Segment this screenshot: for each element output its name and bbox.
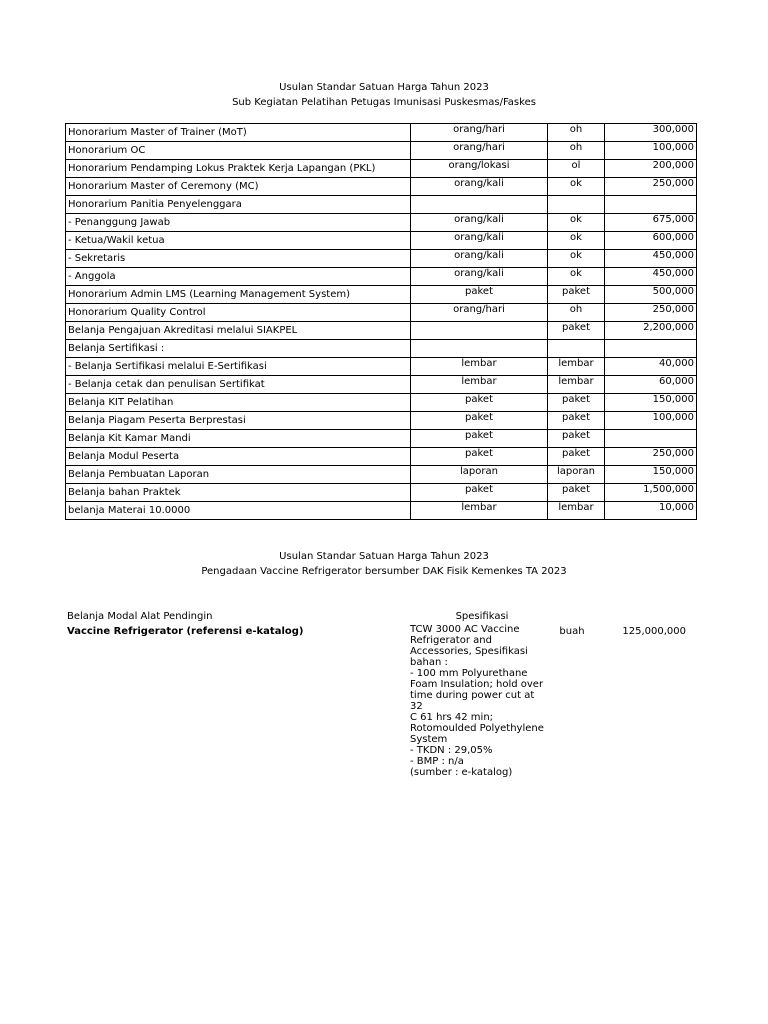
table-row <box>66 322 697 340</box>
price-cell <box>605 430 697 448</box>
item-cell: Belanja Pembuatan Laporan <box>66 466 411 484</box>
unit-abbr-cell <box>548 196 605 214</box>
unit-cell: lembar <box>411 376 548 394</box>
section1-subtitle: Sub Kegiatan Pelatihan Petugas Imunisasi Puskesmas/Faskes <box>232 97 536 108</box>
price-cell: 450,000 <box>605 268 697 286</box>
table-row <box>66 304 697 322</box>
table-row <box>66 286 697 304</box>
item-cell: Belanja Sertifikasi : <box>66 340 411 358</box>
price-cell: 200,000 <box>605 160 697 178</box>
item-cell: Belanja Modul Peserta <box>66 448 411 466</box>
price-cell: 100,000 <box>605 142 697 160</box>
price-cell: 250,000 <box>605 178 697 196</box>
item-cell: - Ketua/Wakil ketua <box>66 232 411 250</box>
item-cell: - Penanggung Jawab <box>66 214 411 232</box>
item-cell: Honorarium Master of Trainer (MoT) <box>66 124 411 142</box>
unit-cell: orang/hari <box>411 142 548 160</box>
item-cell: Honorarium Quality Control <box>66 304 411 322</box>
unit-cell: orang/hari <box>411 124 548 142</box>
equipment-price: 125,000,000 <box>622 626 686 637</box>
table-row <box>66 502 697 520</box>
table-row <box>66 124 697 142</box>
price-cell: 150,000 <box>605 394 697 412</box>
unit-cell: paket <box>411 394 548 412</box>
section2-title: Usulan Standar Satuan Harga Tahun 2023 <box>279 551 489 562</box>
unit-cell: lembar <box>411 358 548 376</box>
table-row <box>66 484 697 502</box>
table-row <box>66 430 697 448</box>
table-row <box>66 196 697 214</box>
unit-cell: orang/kali <box>411 178 548 196</box>
price-cell: 10,000 <box>605 502 697 520</box>
unit-abbr-cell: lembar <box>548 376 605 394</box>
unit-abbr-cell: oh <box>548 142 605 160</box>
table-row <box>66 340 697 358</box>
unit-cell: orang/kali <box>411 232 548 250</box>
price-cell: 450,000 <box>605 250 697 268</box>
unit-abbr-cell: oh <box>548 124 605 142</box>
table-row <box>66 376 697 394</box>
unit-cell <box>411 322 548 340</box>
unit-cell <box>411 340 548 358</box>
unit-abbr-cell: lembar <box>548 502 605 520</box>
price-table <box>65 123 697 520</box>
unit-cell: paket <box>411 412 548 430</box>
unit-abbr-cell: ok <box>548 268 605 286</box>
spec-header: Spesifikasi <box>455 611 509 622</box>
unit-abbr-cell: paket <box>548 322 605 340</box>
unit-cell: paket <box>411 448 548 466</box>
price-cell: 60,000 <box>605 376 697 394</box>
price-cell: 500,000 <box>605 286 697 304</box>
item-cell: - Anggola <box>66 268 411 286</box>
item-cell: Belanja Piagam Peserta Berprestasi <box>66 412 411 430</box>
price-cell: 600,000 <box>605 232 697 250</box>
unit-cell <box>411 196 548 214</box>
item-cell: - Sekretaris <box>66 250 411 268</box>
unit-abbr-cell: paket <box>548 484 605 502</box>
unit-abbr-cell: ok <box>548 178 605 196</box>
item-cell: Belanja KIT Pelatihan <box>66 394 411 412</box>
price-cell: 150,000 <box>605 466 697 484</box>
unit-abbr-cell: paket <box>548 286 605 304</box>
unit-cell: orang/kali <box>411 214 548 232</box>
item-cell: Belanja Kit Kamar Mandi <box>66 430 411 448</box>
price-cell: 300,000 <box>605 124 697 142</box>
unit-cell: paket <box>411 484 548 502</box>
unit-cell: paket <box>411 286 548 304</box>
table-row <box>66 214 697 232</box>
item-cell: Honorarium Admin LMS (Learning Management System) <box>66 286 411 304</box>
unit-abbr-cell: paket <box>548 394 605 412</box>
table-row <box>66 232 697 250</box>
unit-cell: orang/kali <box>411 250 548 268</box>
unit-abbr-cell: paket <box>548 448 605 466</box>
item-cell: Honorarium OC <box>66 142 411 160</box>
price-cell: 250,000 <box>605 448 697 466</box>
price-cell: 250,000 <box>605 304 697 322</box>
item-cell: Belanja Pengajuan Akreditasi melalui SIAKPEL <box>66 322 411 340</box>
table-row <box>66 394 697 412</box>
table-row <box>66 268 697 286</box>
equipment-spec: TCW 3000 AC Vaccine Refrigerator and Accessories, Spesifikasi bahan : - 100 mm Polyurethane Foam Insulation; hold over time during power cut at 32 C 61 hrs 42 min; Rotomoulded Polyethylene System - TKDN : 29,05% - BMP : n/a (sumber : e-katalog) <box>410 624 544 778</box>
equipment-item: Vaccine Refrigerator (referensi e-katalog) <box>67 626 304 637</box>
table-row <box>66 160 697 178</box>
price-cell: 1,500,000 <box>605 484 697 502</box>
price-cell <box>605 196 697 214</box>
unit-abbr-cell: oh <box>548 304 605 322</box>
unit-cell: orang/kali <box>411 268 548 286</box>
table-row <box>66 142 697 160</box>
unit-cell: laporan <box>411 466 548 484</box>
item-cell: - Belanja cetak dan penulisan Sertifikat <box>66 376 411 394</box>
item-cell: Honorarium Panitia Penyelenggara <box>66 196 411 214</box>
table-row <box>66 412 697 430</box>
price-cell: 675,000 <box>605 214 697 232</box>
unit-abbr-cell: paket <box>548 430 605 448</box>
item-cell: Belanja bahan Praktek <box>66 484 411 502</box>
table-row <box>66 250 697 268</box>
table-row <box>66 448 697 466</box>
equipment-unit: buah <box>559 626 585 637</box>
unit-abbr-cell <box>548 340 605 358</box>
unit-abbr-cell: ok <box>548 232 605 250</box>
unit-abbr-cell: laporan <box>548 466 605 484</box>
price-cell: 40,000 <box>605 358 697 376</box>
unit-cell: paket <box>411 430 548 448</box>
category-label: Belanja Modal Alat Pendingin <box>67 611 213 622</box>
item-cell: Honorarium Master of Ceremony (MC) <box>66 178 411 196</box>
unit-abbr-cell: ol <box>548 160 605 178</box>
unit-cell: orang/hari <box>411 304 548 322</box>
unit-abbr-cell: paket <box>548 412 605 430</box>
unit-abbr-cell: lembar <box>548 358 605 376</box>
table-row <box>66 358 697 376</box>
unit-cell: orang/lokasi <box>411 160 548 178</box>
unit-abbr-cell: ok <box>548 214 605 232</box>
section2-subtitle: Pengadaan Vaccine Refrigerator bersumber DAK Fisik Kemenkes TA 2023 <box>201 566 567 577</box>
item-cell: Honorarium Pendamping Lokus Praktek Kerja Lapangan (PKL) <box>66 160 411 178</box>
section1-title: Usulan Standar Satuan Harga Tahun 2023 <box>279 82 489 93</box>
item-cell: belanja Materai 10.0000 <box>66 502 411 520</box>
unit-cell: lembar <box>411 502 548 520</box>
table-row <box>66 178 697 196</box>
unit-abbr-cell: ok <box>548 250 605 268</box>
item-cell: - Belanja Sertifikasi melalui E-Sertifikasi <box>66 358 411 376</box>
price-cell: 2,200,000 <box>605 322 697 340</box>
price-cell <box>605 340 697 358</box>
price-table-body <box>66 124 697 520</box>
table-row <box>66 466 697 484</box>
price-cell: 100,000 <box>605 412 697 430</box>
